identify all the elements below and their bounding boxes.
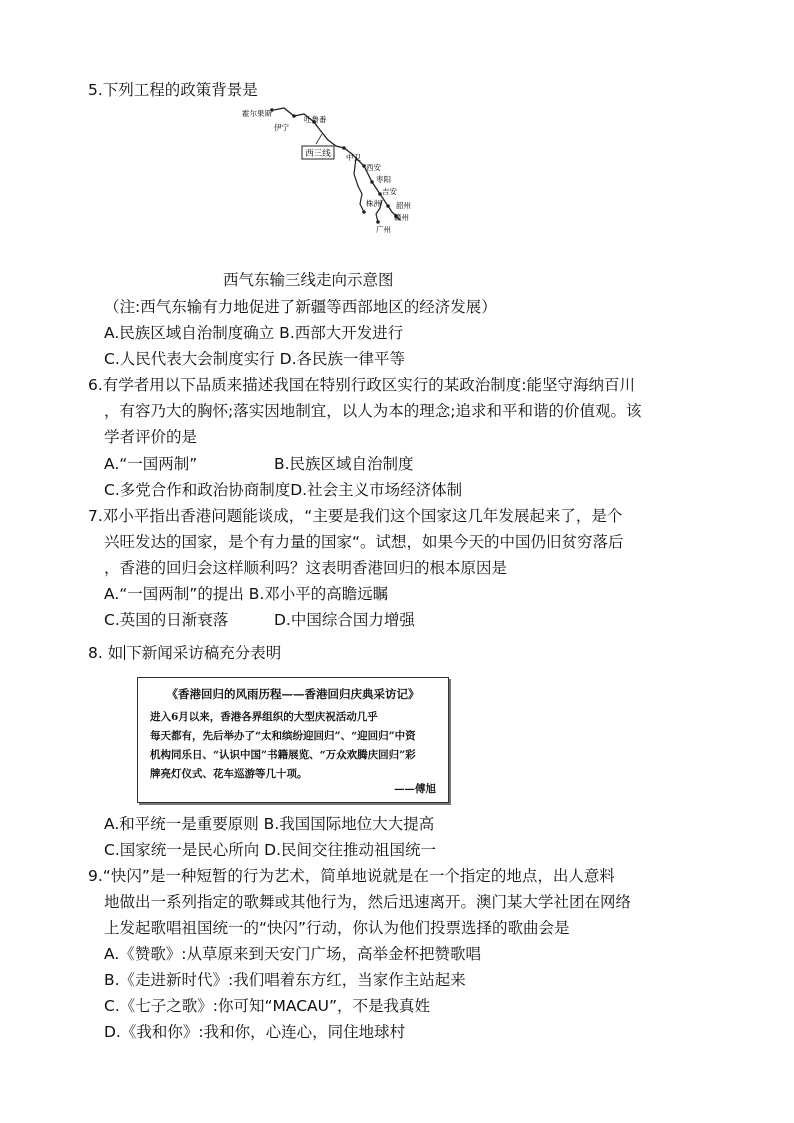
map-city-label: 西安 [366,163,381,172]
news-body-line: 机构同乐日、“认识中国”书籍展览、“万众欢腾庆回归”彩 [150,749,416,761]
map-caption: 西气东输三线走向示意图 [223,271,394,289]
q6-stem-line2: ，有容乃大的胸怀;落实因地制宜，以人为本的理念;追求和平和谐的价值观。该 [104,402,642,420]
q7-stem-line3: ，香港的回归会这样顺利吗？这表明香港回归的根本原因是 [104,559,508,577]
q9-option-b: B.《走进新时代》:我们唱着东方红，当家作主站起来 [104,971,466,989]
map-city-label: 赣州 [394,213,409,222]
map-city-label: 株洲 [366,199,381,208]
q6-stem-line1: 6.有学者用以下品质来描述我国在特别行政区实行的某政治制度:能坚守海纳百川 [88,376,636,394]
map-city-label: 吉安 [382,187,397,196]
q6-stem-line3: 学者评价的是 [104,428,198,446]
news-excerpt-box [137,677,449,803]
q9-option-a: A.《赞歌》:从草原来到天安门广场，高举金杯把赞歌唱 [104,945,481,963]
news-body-line: 牌亮灯仪式、花车巡游等几十项。 [150,768,308,780]
q6-option-b: B.民族区域自治制度 [274,455,414,473]
q9-stem-line2: 地做出一系列指定的歌舞或其他行为，然后迅速离开。澳门某大学社团在网络 [104,893,632,911]
q7-options-ab: A.“一国两制”的提出 B.邓小平的高瞻远瞩 [104,585,389,603]
map-city-label: 枣阳 [376,175,391,184]
q9-option-d: D.《我和你》:我和你，心连心，同住地球村 [104,1023,406,1041]
map-city-label: 霍尔果斯 [242,109,272,118]
q9-stem-line1: 9.“快闪”是一种短暂的行为艺术，简单地说就是在一个指定的地点，出人意料 [88,867,615,885]
q6-options-cd: C.多党合作和政治协商制度D.社会主义市场经济体制 [104,481,463,499]
q7-stem-line1: 7.邓小平指出香港问题能谈成，“主要是我们这个国家这几年发展起来了，是个 [88,507,623,525]
news-body-line: 进入6月以来，香港各界组织的大型庆祝活动几乎 [150,711,378,723]
q9-option-c: C.《七子之歌》:你可知“MACAU”，不是我真姓 [104,997,431,1015]
q9-stem-line3: 上发起歌唱祖国统一的“快闪”行动，你认为他们投票选择的歌曲会是 [104,919,570,937]
map-city-label: 广州 [376,225,391,234]
map-project-label: 西三线 [305,149,331,159]
map-city-label: 伊宁 [274,123,289,132]
map-city-label: 吐鲁番 [304,115,327,124]
news-body-line: 每天都有，先后举办了“太和缤纷迎回归”、“迎回归”中资 [150,730,416,742]
q7-option-d: D.中国综合国力增强 [274,611,415,629]
q8-stem [88,642,281,664]
pipeline-route-map [232,104,442,238]
news-author: ——傅旭 [394,783,436,795]
q6-option-a: A.“一国两制” [104,455,198,473]
map-city-label: 中卫 [346,153,361,162]
q5-note: （注:西气东输有力地促进了新疆等西部地区的经济发展） [104,298,497,316]
q5-stem: 5.下列工程的政策背景是 [88,81,258,99]
q8-options-cd: C.国家统一是民心所向 D.民间交往推动祖国统一 [104,841,437,859]
q8-stem-prefix: 8. 如 [88,644,124,662]
news-title: 《香港回归的风雨历程——香港回归庆典采访记》 [166,687,420,701]
q7-stem-line2: 兴旺发达的国家，是个有力量的国家“。试想，如果今天的中国仍旧贫穷落后 [104,533,624,551]
news-body [150,708,440,784]
q8-options-ab: A.和平统一是重要原则 B.我国国际地位大大提高 [104,815,435,833]
q5-options-cd: C.人民代表大会制度实行 D.各民族一律平等 [104,350,406,368]
q8-stem-suffix: 下新闻采访稿充分表明 [126,644,282,662]
q7-option-c: C.英国的日渐衰落 [104,611,229,629]
q5-options-ab: A.民族区域自治制度确立 B.西部大开发进行 [104,324,404,342]
map-city-label: 韶州 [396,201,411,210]
